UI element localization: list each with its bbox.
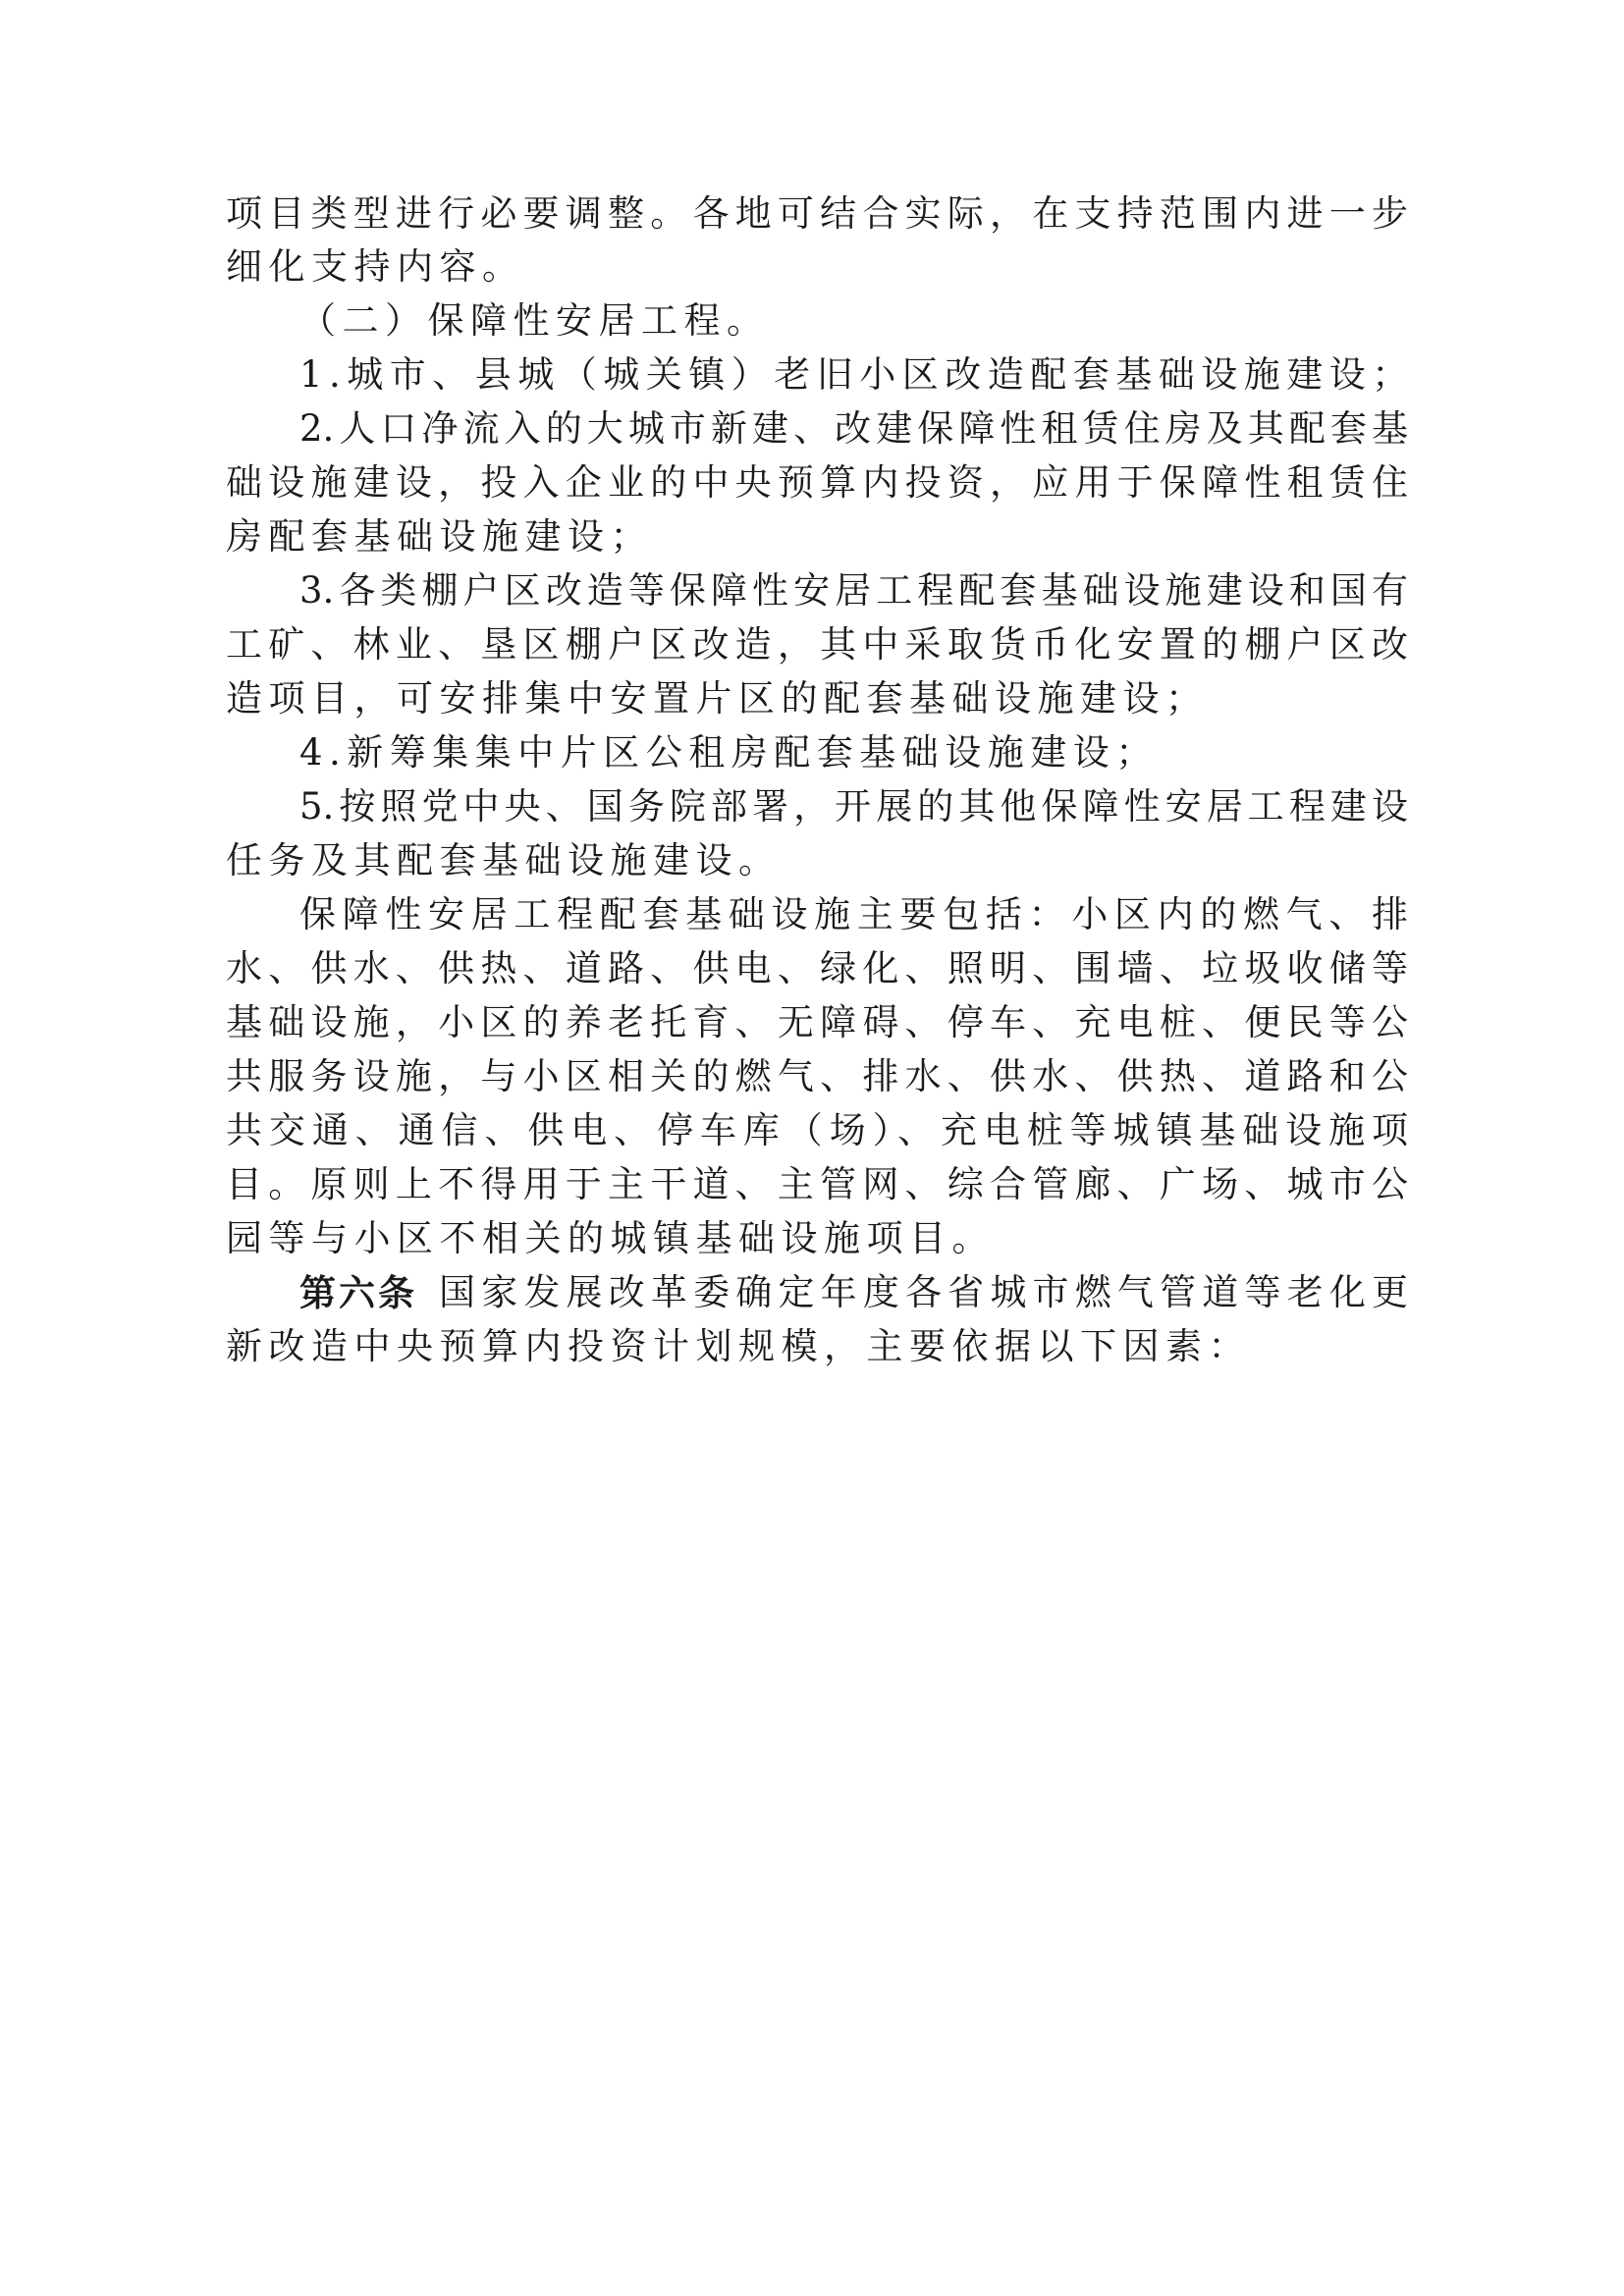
paragraph-line: 任务及其配套基础设施建设。 — [226, 839, 782, 881]
paragraph-line: 保障性安居工程配套基础设施主要包括：小区内的燃气、排 — [299, 893, 1408, 935]
article-paragraph — [0, 1268, 1624, 1317]
paragraph-line: 房配套基础设施建设； — [226, 515, 653, 558]
paragraph-line: 基础设施，小区的养老托育、无障碍、停车、充电桩、便民等公 — [226, 1001, 1408, 1043]
list-item: 2.人口净流入的大城市新建、改建保障性租赁住房及其配套基 — [299, 407, 1408, 450]
paragraph-line: 目。原则上不得用于主干道、主管网、综合管廊、广场、城市公 — [226, 1163, 1408, 1205]
paragraph-line: 共服务设施，与小区相关的燃气、排水、供水、供热、道路和公 — [226, 1055, 1408, 1097]
paragraph-line: 础设施建设，投入企业的中央预算内投资，应用于保障性租赁住 — [226, 461, 1408, 504]
paragraph-line: 工矿、林业、垦区棚户区改造，其中采取货币化安置的棚户区改 — [226, 623, 1408, 666]
list-item: 3.各类棚户区改造等保障性安居工程配套基础设施建设和国有 — [299, 569, 1408, 612]
paragraph-line: 共交通、通信、供电、停车库（场）、充电桩等城镇基础设施项 — [226, 1109, 1408, 1151]
paragraph-line: 园等与小区不相关的城镇基础设施项目。 — [226, 1217, 995, 1259]
paragraph-line: 细化支持内容。 — [226, 245, 525, 288]
list-item: 5.按照党中央、国务院部署，开展的其他保障性安居工程建设 — [299, 785, 1408, 828]
paragraph-line: 国家发展改革委确定年度各省城市燃气管道等老化更 — [439, 1271, 1408, 1313]
article-label: 第六条 — [299, 1271, 417, 1314]
list-item: 1.城市、县城（城关镇）老旧小区改造配套基础设施建设； — [299, 353, 1415, 396]
section-heading: （二）保障性安居工程。 — [299, 299, 770, 342]
paragraph-line: 造项目，可安排集中安置片区的配套基础设施建设； — [226, 677, 1209, 720]
paragraph-line: 新改造中央预算内投资计划规模，主要依据以下因素： — [226, 1325, 1251, 1367]
paragraph-line: 项目类型进行必要调整。各地可结合实际，在支持范围内进一步 — [226, 192, 1408, 235]
list-item: 4.新筹集集中片区公租房配套基础设施建设； — [299, 731, 1159, 774]
paragraph-line: 水、供水、供热、道路、供电、绿化、照明、围墙、垃圾收储等 — [226, 947, 1408, 989]
